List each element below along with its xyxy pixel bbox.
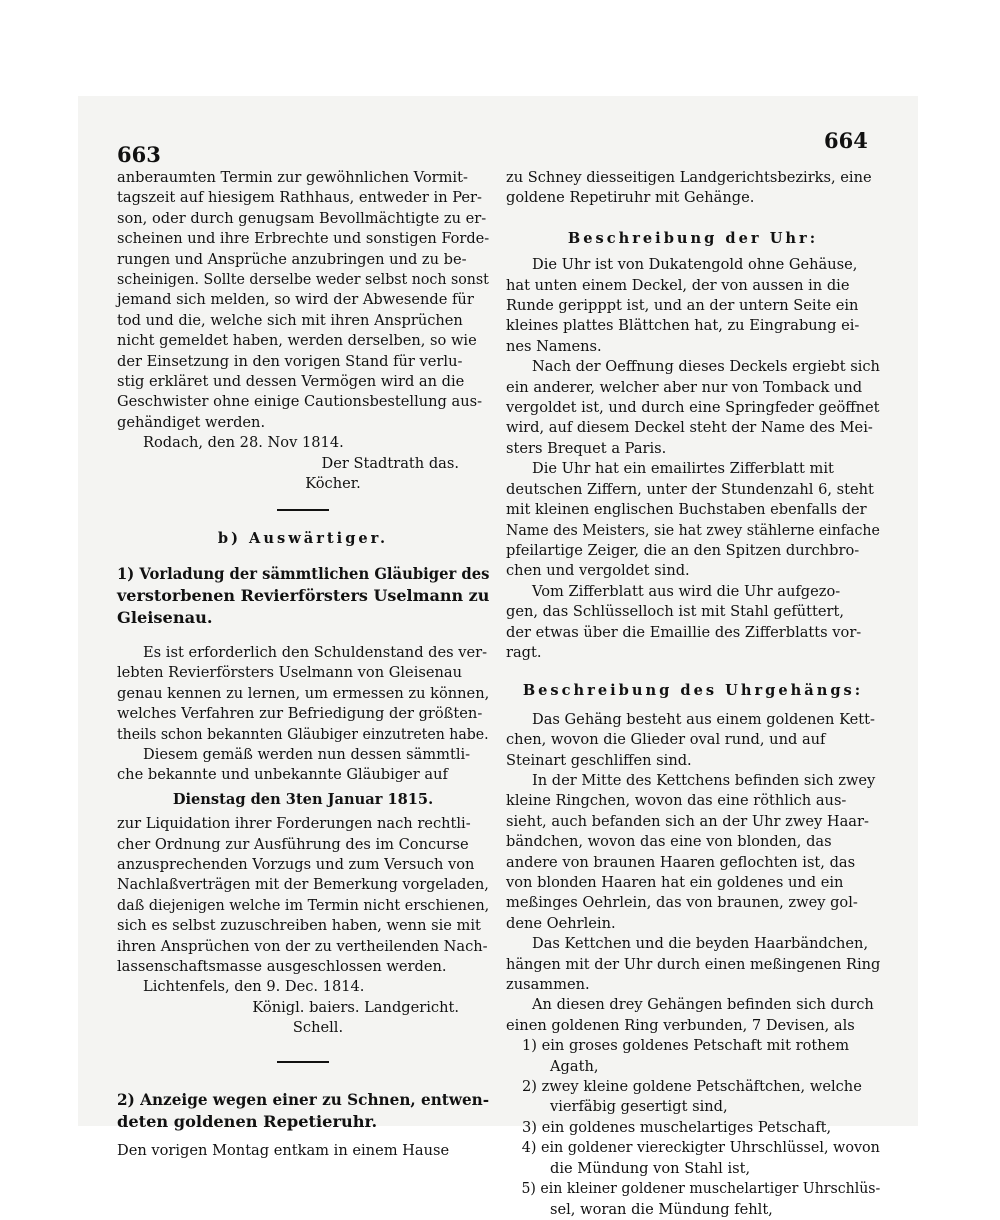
text-line: deutschen Ziffern, unter der Stundenzahl 6, steht (506, 480, 874, 498)
paragraph-gehaeng-2 (506, 771, 880, 934)
text-line: scheinigen. Sollte derselbe weder selbst noch sonst (117, 271, 489, 289)
text-line: einen goldenen Ring verbunden, 7 Devisen, als (506, 1016, 855, 1034)
text-line: Es ist erforderlich den Schuldenstand des ver- (143, 643, 488, 661)
notice-1-date: Dienstag den 3ten Januar 1815. (172, 790, 434, 808)
text-line: Das Gehäng besteht aus einem goldenen Kett- (532, 710, 875, 728)
text-line: rungen und Ansprüche anzubringen und zu be- (117, 250, 467, 268)
text-line: chen, wovon die Glieder oval rund, und auf (506, 731, 826, 749)
list-item-continuation: vierfäbig gesertigt sind, (550, 1098, 728, 1116)
dateline-rodach: Rodach, den 28. Nov 1814. (143, 434, 344, 452)
notice-1-paragraph-1 (117, 643, 489, 745)
text-line: dene Oehrlein. (506, 914, 616, 932)
list-item (506, 1118, 880, 1138)
text-line: scheinen und ihre Erbrechte und sonstigen Forde- (117, 230, 490, 248)
text-line: chen und vergoldet sind. (506, 562, 690, 580)
left-column (117, 168, 489, 1161)
signature-landgericht: Königl. baiers. Landgericht. (252, 998, 459, 1016)
text-line: Nach der Oeffnung dieses Deckels ergiebt sich (532, 358, 880, 376)
paragraph-uhr-2 (506, 357, 880, 459)
text-line: Das Kettchen und die beyden Haarbändchen, (532, 935, 869, 953)
list-item-continuation: die Mündung von Stahl ist, (550, 1159, 751, 1177)
text-line: Nachlaßverträgen mit der Bemerkung vorgeladen, (117, 876, 489, 894)
text-line: jemand sich melden, so wird der Abwesende für (117, 291, 474, 309)
text-line: Steinart geschliffen sind. (506, 751, 692, 769)
right-column (506, 168, 880, 1220)
section-divider (277, 509, 329, 511)
text-line: bändchen, wovon das eine von blonden, das (506, 833, 832, 851)
text-line: nes Namens. (506, 337, 602, 355)
dateline-lichtenfels: Lichtenfels, den 9. Dec. 1814. (143, 978, 365, 996)
text-line: son, oder durch genugsam Bevollmächtigte zu er- (117, 209, 487, 227)
list-item-line: 4) ein goldener viereckigter Uhrschlüssel, wovon (521, 1139, 880, 1157)
text-line: tod und die, welche sich mit ihren Ansprüchen (117, 311, 463, 329)
text-line: genau kennen zu lernen, um ermessen zu können, (117, 684, 490, 702)
text-line: lassenschaftsmasse ausgeschlossen werden. (117, 958, 447, 975)
notice-1-paragraph-3 (117, 814, 489, 977)
text-line: 1) Vorladung der sämmtlichen Gläubiger des (117, 563, 490, 583)
text-line: hat unten einem Deckel, der von aussen in die (506, 276, 850, 294)
list-item (506, 1036, 880, 1077)
notice-2-title (117, 1089, 489, 1133)
text-line: ein anderer, welcher aber nur von Tomback und (506, 378, 863, 396)
text-line: An diesen drey Gehängen befinden sich durch (532, 996, 874, 1014)
text-line: anberaumten Termin zur gewöhnlichen Vormit- (117, 169, 468, 186)
text-line: anzusprechenden Vorzugs und zum Versuch von (117, 855, 475, 873)
text-line: meßinges Oehrlein, das von braunen, zwey gol- (506, 894, 858, 912)
section-heading: b) Auswärtiger. (217, 529, 389, 547)
text-line: kleines plattes Blättchen hat, zu Eingrabung ei- (506, 317, 860, 335)
text-line: der Einsetzung in den vorigen Stand für verlu- (117, 352, 463, 370)
text-line: hängen mit der Uhr durch einen meßingenen Ring (506, 955, 881, 973)
paragraph-gehaeng-3 (506, 934, 880, 995)
paragraph-uhr-4 (506, 582, 880, 664)
text-line: ihren Ansprüchen von der zu vertheilenden Nach- (117, 937, 488, 955)
text-line: kleine Ringchen, wovon das eine röthlich aus- (506, 792, 847, 810)
signature-stadtrath: Der Stadtrath das. (321, 454, 459, 472)
intro-lines (506, 168, 880, 209)
text-line: lebten Revierförsters Uselmann von Gleisenau (117, 664, 462, 682)
intro-paragraph (117, 168, 489, 433)
list-item-line: 5) ein kleiner goldener muschelartiger Uhrschlüs- (521, 1180, 881, 1198)
text-line: zur Liquidation ihrer Forderungen nach rechtli- (117, 815, 471, 833)
paragraph-uhr-3 (506, 459, 880, 581)
list-item-continuation: Agath, (550, 1057, 599, 1075)
text-line: ragt. (506, 643, 542, 661)
text-line: zusammen. (506, 976, 590, 994)
text-line: theils schon bekannten Gläubiger einzutreten habe. (117, 725, 489, 743)
text-line: tagszeit auf hiesigem Rathhaus, entweder in Per- (117, 189, 482, 207)
text-line: che bekannte und unbekannte Gläubiger auf (117, 766, 448, 784)
list-item-line: 3) ein goldenes muschelartiges Petschaft, (522, 1118, 832, 1136)
text-line: Die Uhr ist von Dukatengold ohne Gehäuse, (532, 256, 858, 274)
text-line: andere von braunen Haaren geflochten ist, das (506, 853, 856, 871)
signature-schell: Schell. (292, 1019, 344, 1037)
list-item-line: 2) zwey kleine goldene Petschäftchen, welche (522, 1078, 862, 1096)
paragraph-gehaeng-1 (506, 710, 880, 771)
text-line: von blonden Haaren hat ein goldenes und ein (506, 874, 844, 891)
text-line: In der Mitte des Kettchens befinden sich zwey (532, 771, 876, 789)
text-line: daß diejenigen welche im Termin nicht erschienen, (117, 896, 490, 914)
text-line: cher Ordnung zur Ausführung des im Concurse (117, 835, 469, 853)
text-line: vergoldet ist, und durch eine Springfeder geöffnet (506, 399, 880, 417)
text-line: sters Brequet a Paris. (506, 439, 667, 457)
text-line: pfeilartige Zeiger, die an den Spitzen durchbro- (506, 541, 860, 559)
text-line: Gleisenau. (117, 607, 213, 627)
paragraph-gehaeng-4 (506, 995, 880, 1036)
text-line: Name des Meisters, sie hat zwey stählerne einfache (506, 521, 880, 539)
text-line: mit kleinen englischen Buchstaben ebenfalls der (506, 501, 867, 519)
list-item-continuation: sel, woran die Mündung fehlt, (550, 1200, 773, 1218)
text-line: gehändiget werden. (117, 413, 266, 431)
text-line: Runde geripppt ist, und an der untern Seite ein (506, 297, 859, 315)
list-item (506, 1138, 880, 1179)
section-divider-2 (277, 1061, 329, 1063)
heading-beschreibung-uhr: Beschreibung der Uhr: (567, 229, 819, 247)
text-line: Vom Zifferblatt aus wird die Uhr aufgezo- (532, 582, 841, 600)
list-item (506, 1077, 880, 1118)
text-line: gen, das Schlüsselloch ist mit Stahl gefüttert, (506, 603, 844, 621)
text-line: nicht gemeldet haben, werden derselben, so wie (117, 332, 477, 350)
text-line: wird, auf diesem Deckel steht der Name des Mei- (506, 419, 873, 437)
text-line: Diesem gemäß werden nun dessen sämmtli- (143, 745, 471, 763)
text-line: welches Verfahren zur Befriedigung der größten- (117, 705, 483, 723)
text-line: Die Uhr hat ein emailirtes Zifferblatt mit (532, 460, 834, 478)
text-line: verstorbenen Revierförsters Uselmann zu (117, 585, 490, 605)
text-line: Geschwister ohne einige Cautionsbestellung aus- (117, 393, 483, 411)
list-item-line: 1) ein groses goldenes Petschaft mit rothem (522, 1037, 850, 1055)
signature-koecher: Köcher. (305, 475, 361, 493)
text-line: deten goldenen Repetieruhr. (117, 1111, 378, 1131)
text-line: 2) Anzeige wegen einer zu Schnen, entwen- (117, 1089, 490, 1109)
paragraph-uhr-1 (506, 255, 880, 357)
notice-1-title (117, 563, 489, 629)
text-line: goldene Repetiruhr mit Gehänge. (506, 189, 755, 207)
heading-beschreibung-uhrgehaeng: Beschreibung des Uhrgehängs: (522, 682, 864, 700)
page-number-right: 664 (824, 128, 868, 153)
text-line: sich es selbst zuzuschreiben haben, wenn sie mit (117, 917, 481, 935)
devisen-list (506, 1036, 880, 1220)
notice-2-first-line: Den vorigen Montag entkam in einem Hause (117, 1141, 450, 1159)
notice-1-paragraph-2 (117, 745, 489, 786)
text-line: der etwas über die Emaillie des Zifferblatts vor- (506, 623, 862, 641)
text-line: stig erkläret und dessen Vermögen wird an die (117, 373, 465, 391)
text-line: zu Schney diesseitigen Landgerichtsbezirks, eine (506, 169, 872, 186)
text-line: sieht, auch befanden sich an der Uhr zwey Haar- (506, 812, 869, 830)
page-number-left: 663 (117, 142, 161, 167)
